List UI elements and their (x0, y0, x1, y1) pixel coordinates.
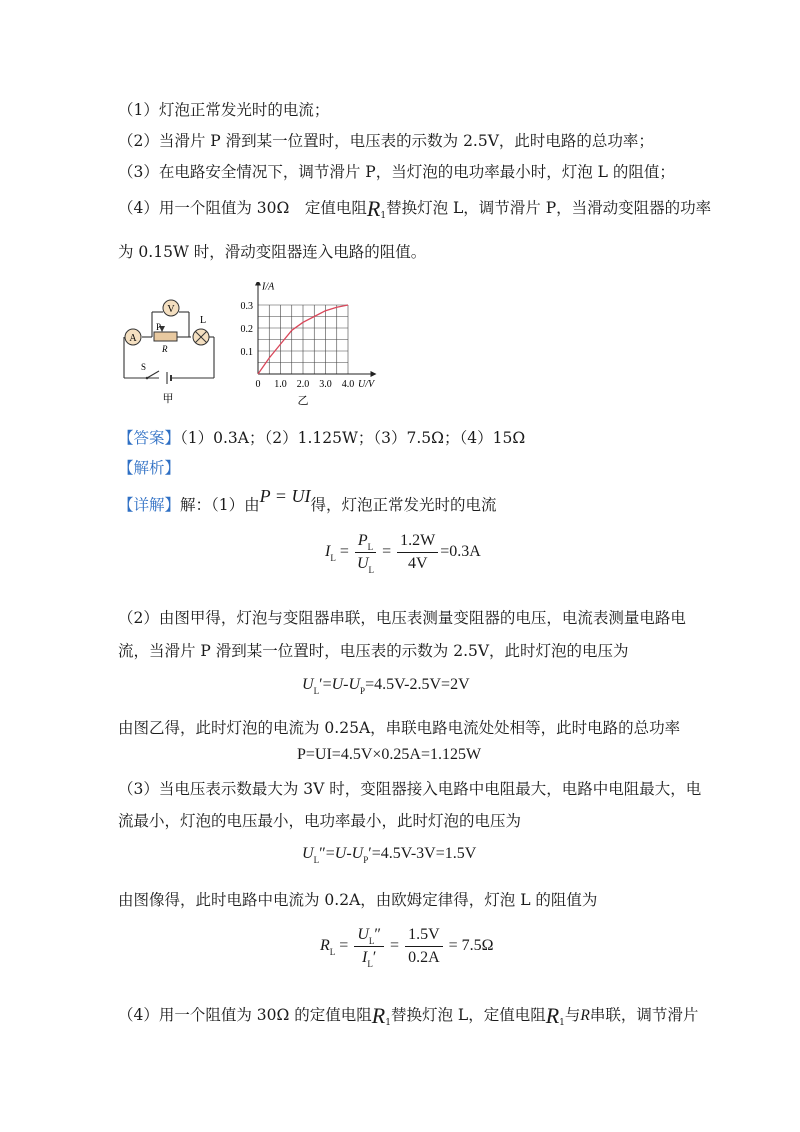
question-4-text-a: （4）用一个阻值为 30Ω 定值电阻 (118, 199, 367, 217)
x-tick-label: 1.0 (274, 379, 287, 390)
formula-min-voltage: $U_L''=U-U_P'=4.5V-3V=1.5V$ (302, 845, 477, 865)
part3-line-1: （3）当电压表示数最大为 3V 时，变阻器接入电路中电阻最大，电路中电阻最大，电 (118, 780, 702, 798)
formula5-frac-1: $\frac{U_L''}{I_L'}$ (354, 926, 384, 967)
circuit-diagram (115, 290, 225, 405)
resistor-symbol (154, 332, 177, 341)
question-4-text-b: 替换灯泡 L，调节滑片 P，当滑动变阻器的功率 (386, 199, 712, 217)
y-tick-label: 0.3 (240, 301, 253, 312)
formula1-eq2: = (382, 543, 392, 561)
formula1-eq: = (339, 543, 349, 561)
y-axis-label: I/A (262, 282, 275, 293)
analysis-tag: 【解析】 (118, 459, 181, 477)
formula1-lhs: I (325, 543, 331, 561)
answer-text: （1）0.3A；（2）1.125W；（3）7.5Ω；（4）15Ω (180, 429, 526, 447)
part3-line-3: 由图像得，此时电路中电流为 0.2A，由欧姆定律得，灯泡 L 的阻值为 (118, 891, 598, 909)
question-1: （1）灯泡正常发光时的电流； (118, 101, 330, 119)
formula1-result: =0.3A (440, 543, 481, 561)
y-tick-label: 0.2 (240, 324, 253, 335)
circuit-caption: 甲 (162, 393, 174, 405)
formula-lamp-voltage: $U_L'=U-U_P=4.5V-2.5V=2V$ (302, 676, 470, 696)
detail-line-1 (118, 486, 497, 515)
detail-tag: 【详解】 (118, 496, 181, 514)
question-2: （2）当滑片 P 滑到某一位置时，电压表的示数为 2.5V，此时电路的总功率； (118, 132, 654, 150)
part4-line-1: （4）用一个阻值为 30Ω 的定值电阻$R_1$替换灯泡 L，定值电阻$R_1$与R串联，调节滑片 (118, 1003, 699, 1028)
iu-chart (230, 282, 400, 407)
question-3: （3）在电路安全情况下，调节滑片 P，当灯泡的电功率最小时，灯泡 L 的阻值； (118, 163, 675, 181)
formula1-frac-2: $\frac{1.2W}{4V}$ (397, 532, 438, 573)
y-tick-label: 0.1 (240, 347, 253, 358)
question-4-line-1 (118, 196, 711, 221)
formula1-lhs-sub: L (330, 553, 336, 564)
x-tick-label: 4.0 (341, 379, 355, 390)
x-tick-label: 3.0 (319, 379, 332, 390)
formula-total-power: P=UI=4.5V×0.25A=1.125W (297, 746, 482, 763)
question-4-line-2: 为 0.15W 时，滑动变阻器连入电路的阻值。 (118, 243, 427, 261)
voltmeter-label: V (167, 304, 175, 315)
formula5-frac-2: $\frac{1.5V}{0.2A}$ (405, 926, 443, 967)
x-axis-label: U/V (358, 379, 375, 390)
detail-text-a: 解：（1）由 (180, 496, 260, 514)
part2-line-3: 由图乙得，此时灯泡的电流为 0.25A，串联电路电流处处相等，此时电路的总功率 (118, 719, 681, 737)
r1-subscript: 1 (380, 211, 387, 221)
detail-text-b: 得，灯泡正常发光时的电流 (310, 496, 497, 514)
ammeter-label: A (129, 333, 137, 344)
formula-resistance: $R_L$ = $\frac{U_L''}{I_L'}$ = $\frac{1.5V}{0.2A}$ = 7.5Ω (320, 926, 494, 969)
answer-tag: 【答案】 (118, 429, 181, 447)
chart-caption: 乙 (297, 395, 309, 407)
r1-symbol: R (366, 196, 381, 221)
x-tick-label: 2.0 (296, 379, 310, 390)
slider-label: P (156, 322, 162, 332)
power-formula: P = UI (259, 486, 311, 506)
lamp-label: L (200, 315, 207, 326)
x-tick-label: 0 (255, 379, 261, 390)
formula1-frac-1: $\frac{P_L}{U_L}$ (355, 532, 376, 573)
part3-line-2: 流最小，灯泡的电压最小，电功率最小，此时灯泡的电压为 (118, 812, 522, 830)
part2-line-1: （2）由图甲得，灯泡与变阻器串联，电压表测量变阻器的电压，电流表测量电路电 (118, 609, 686, 627)
resistor-label: R (162, 344, 168, 354)
switch-label: S (141, 362, 147, 372)
x-axis-arrow (371, 371, 377, 377)
part2-line-2: 流，当滑片 P 滑到某一位置时，电压表的示数为 2.5V，此时灯泡的电压为 (118, 642, 629, 660)
answer-line (118, 428, 525, 448)
formula-current (325, 532, 481, 573)
y-axis-arrow (255, 282, 261, 286)
